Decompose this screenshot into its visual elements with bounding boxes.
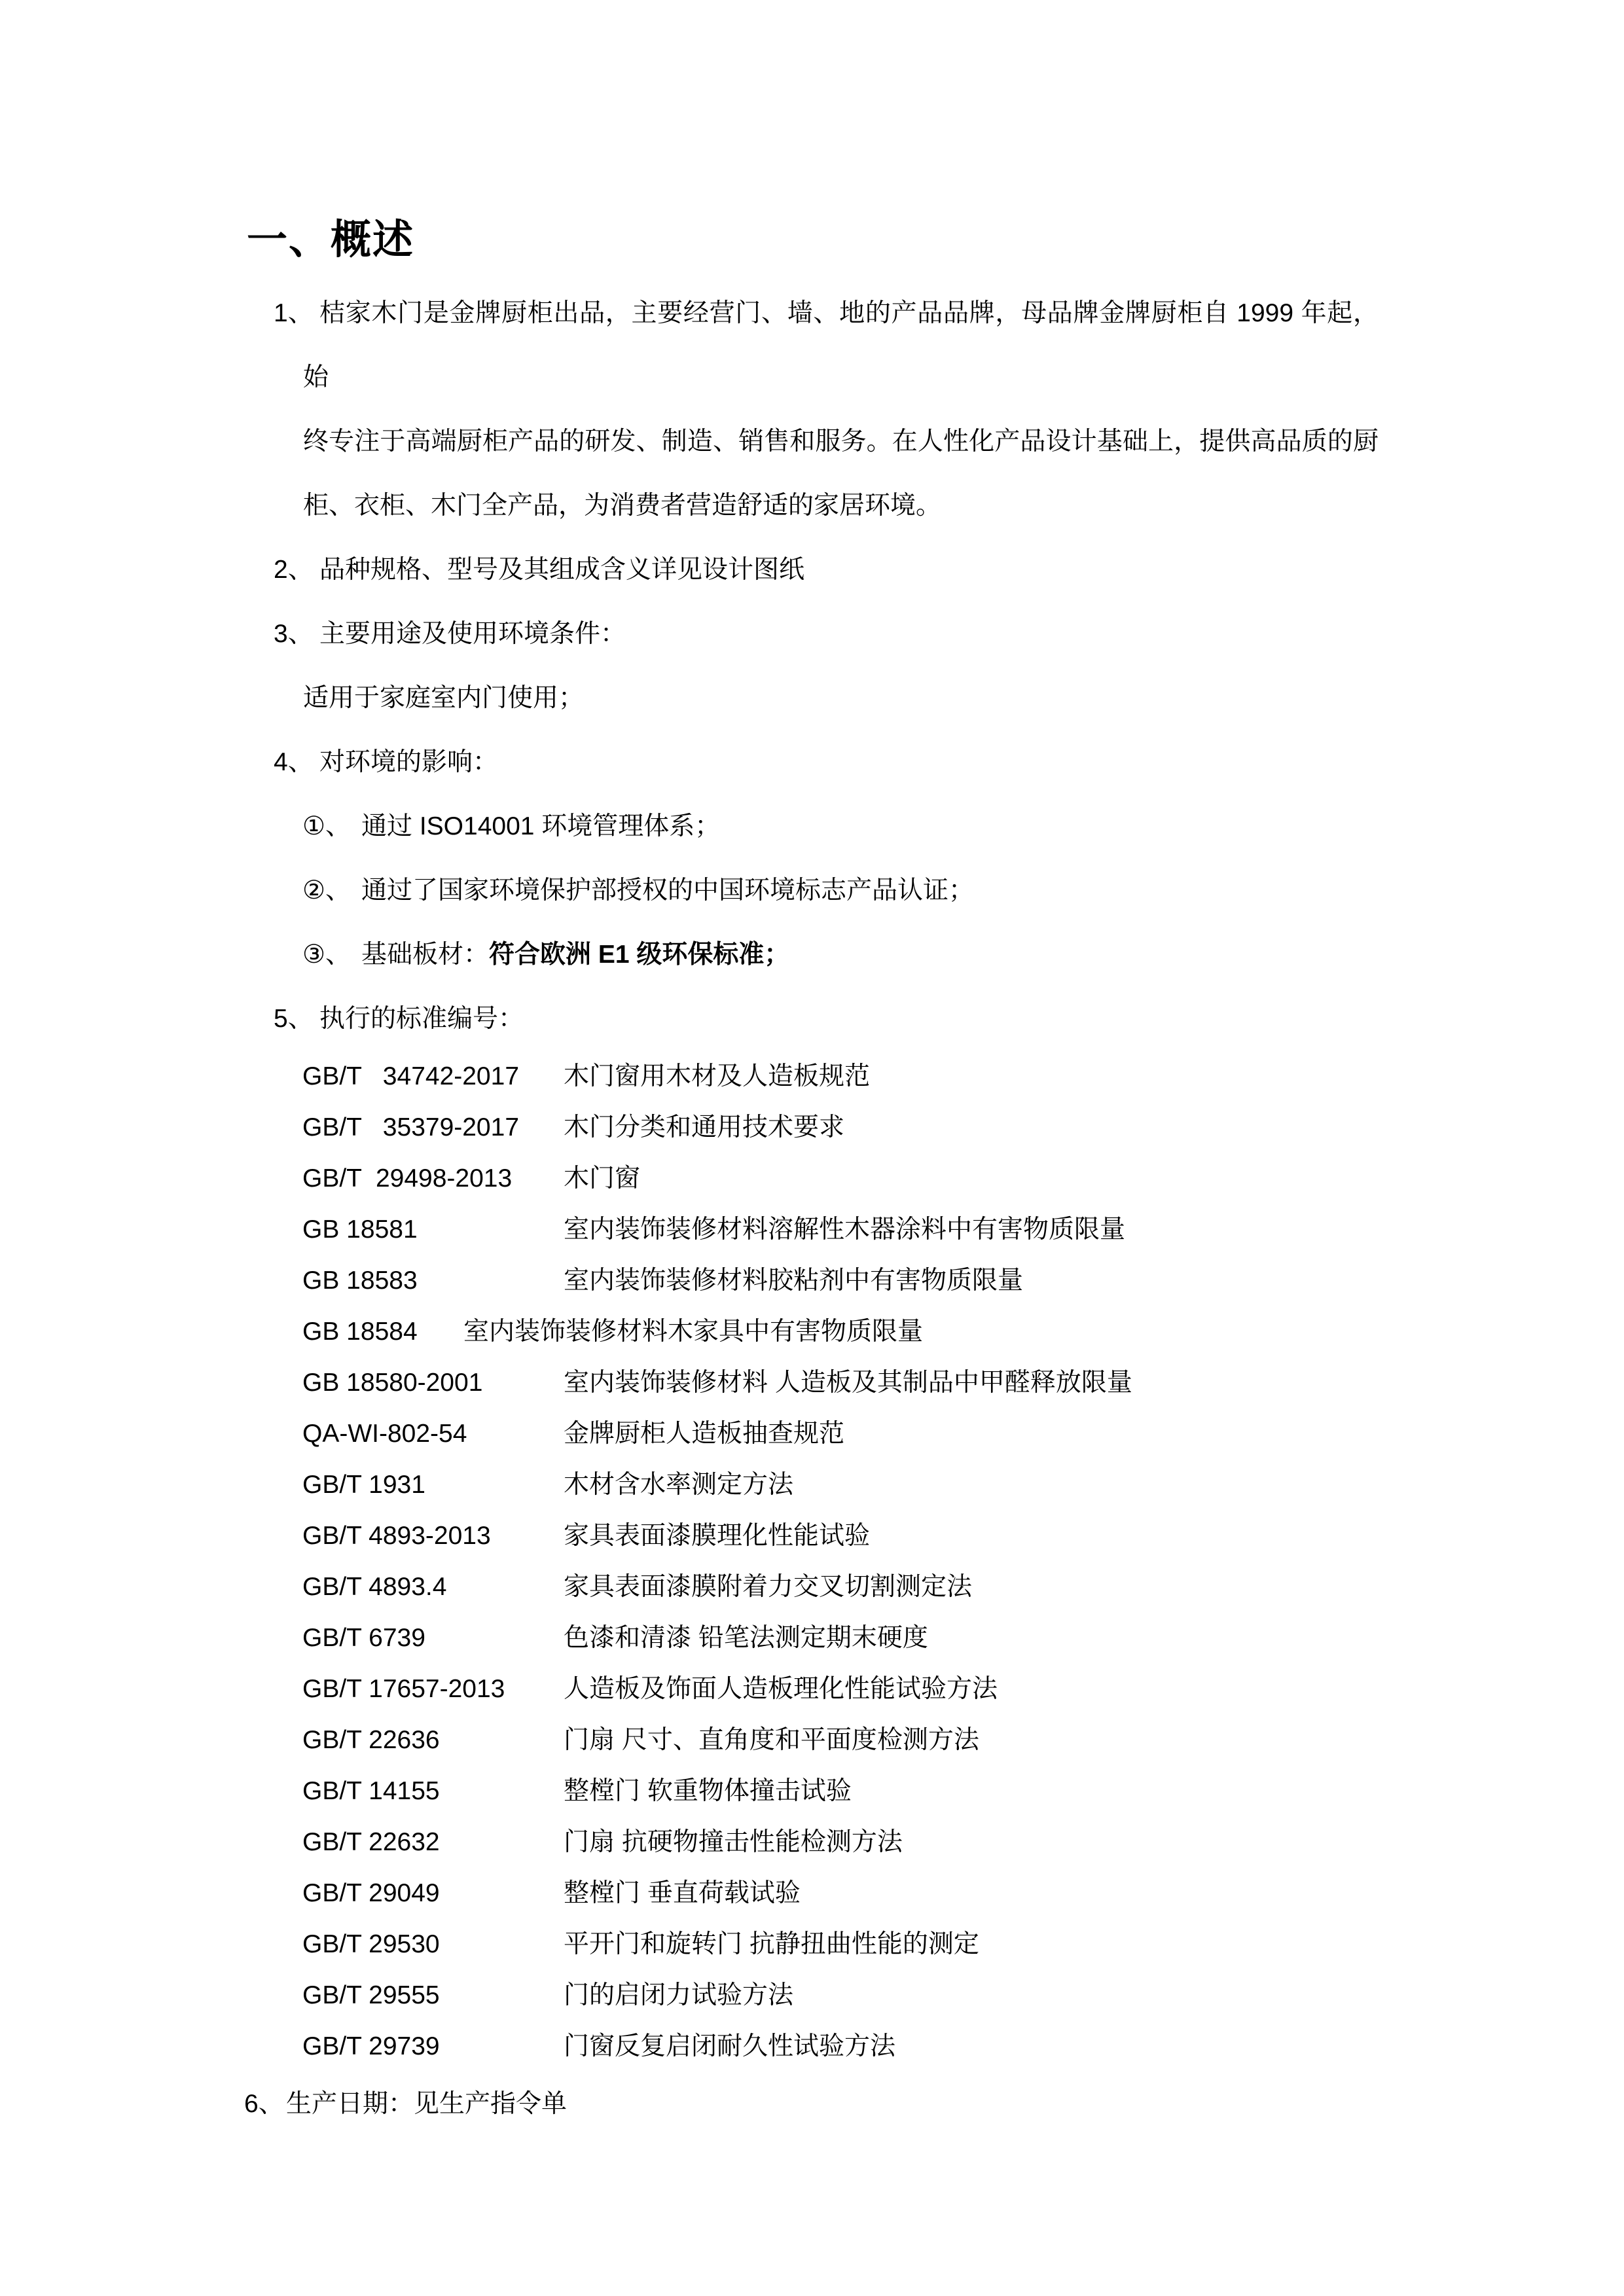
standard-code: GB/T 29555 xyxy=(302,1981,440,2009)
standard-row xyxy=(302,1255,1624,1306)
standard-code: GB/T 29498-2013 xyxy=(302,1164,513,1193)
standard-row xyxy=(302,1153,1624,1204)
standard-code: GB 18580-2001 xyxy=(302,1369,483,1397)
standard-row xyxy=(302,1511,1624,1562)
item-text-bold: 符合欧洲 E1 级环保标准； xyxy=(489,941,790,969)
standard-row xyxy=(302,2021,1624,2072)
standard-code: GB/T 29049 xyxy=(302,1879,440,1907)
standard-title: 门窗反复启闭耐久性试验方法 xyxy=(564,2032,896,2060)
standard-title: 色漆和清漆 铅笔法测定期末硬度 xyxy=(564,1624,928,1652)
env-point-3 xyxy=(302,923,1624,987)
standard-code: GB/T 1931 xyxy=(302,1471,425,1499)
item-number: 6、 xyxy=(244,2090,284,2118)
standard-title: 室内装饰装修材料胶粘剂中有害物质限量 xyxy=(564,1266,1024,1295)
standard-title: 家具表面漆膜理化性能试验 xyxy=(564,1522,871,1550)
standard-code: GB/T 4893.4 xyxy=(302,1573,447,1601)
standard-row xyxy=(302,1460,1624,1511)
list-item-6 xyxy=(244,2072,1624,2136)
standard-row xyxy=(302,1562,1624,1613)
env-point-2 xyxy=(302,859,1624,923)
standard-title: 木门分类和通用技术要求 xyxy=(564,1113,845,1141)
standard-row xyxy=(302,1357,1624,1408)
list-item-5 xyxy=(274,987,1379,1051)
list-item-3 xyxy=(274,602,1379,666)
standard-title: 木材含水率测定方法 xyxy=(564,1471,794,1499)
list-item-2 xyxy=(274,538,1379,602)
standard-title: 整樘门 软重物体撞击试验 xyxy=(564,1777,852,1805)
standard-code: GB 18584 xyxy=(302,1318,418,1346)
standard-code: GB/T 34742-2017 xyxy=(302,1062,520,1090)
item-text-line: 对环境的影响： xyxy=(319,748,499,776)
standard-code: GB/T 14155 xyxy=(302,1777,440,1805)
standard-row xyxy=(302,1868,1624,1919)
standard-row xyxy=(302,1306,1624,1357)
item-text-line: 柜、衣柜、木门全产品，为消费者营造舒适的家居环境。 xyxy=(303,492,942,520)
standard-code: GB 18583 xyxy=(302,1266,418,1295)
item-number: 2、 xyxy=(274,556,314,584)
standard-code: GB 18581 xyxy=(302,1215,418,1244)
standard-title: 平开门和旋转门 抗静扭曲性能的测定 xyxy=(564,1930,979,1958)
item-number: 1、 xyxy=(274,299,314,327)
item-text-line: 主要用途及使用环境条件： xyxy=(319,620,626,648)
standard-title: 室内装饰装修材料溶解性木器涂料中有害物质限量 xyxy=(564,1215,1126,1244)
item-number: ③、 xyxy=(302,941,351,969)
standard-code: GB/T 6739 xyxy=(302,1624,425,1652)
standard-row xyxy=(302,1051,1624,1102)
standard-title: 人造板及饰面人造板理化性能试验方法 xyxy=(564,1675,998,1703)
standard-row xyxy=(302,1204,1624,1255)
standards-list xyxy=(302,1051,1624,2072)
standard-code: GB/T 35379-2017 xyxy=(302,1113,520,1141)
standard-row xyxy=(302,1408,1624,1460)
item-number: 4、 xyxy=(274,748,314,776)
standard-code: GB/T 22636 xyxy=(302,1726,440,1754)
item-text-line: 通过了国家环境保护部授权的中国环境标志产品认证； xyxy=(361,876,975,905)
standard-title: 木门窗 xyxy=(564,1164,641,1193)
env-point-1 xyxy=(302,795,1624,859)
standard-code: GB/T 29739 xyxy=(302,2032,440,2060)
standard-title: 金牌厨柜人造板抽查规范 xyxy=(564,1420,845,1448)
standard-title: 门扇 抗硬物撞击性能检测方法 xyxy=(564,1828,903,1856)
item-text-line: 桔家木门是金牌厨柜出品，主要经营门、墙、地的产品品牌，母品牌金牌厨柜自 1999 年起，始 xyxy=(303,299,1379,391)
item-text-line: 通过 ISO14001 环境管理体系； xyxy=(361,812,721,840)
item-number: ①、 xyxy=(302,812,351,840)
item-text-line: 品种规格、型号及其组成含义详见设计图纸 xyxy=(319,556,805,584)
page-title: 一、概述 xyxy=(247,217,415,262)
list-item-4 xyxy=(274,730,1379,795)
standard-code: GB/T 4893-2013 xyxy=(302,1522,491,1550)
standard-row xyxy=(302,1102,1624,1153)
standard-row xyxy=(302,1919,1624,1970)
standard-row xyxy=(302,1664,1624,1715)
standard-title: 门扇 尺寸、直角度和平面度检测方法 xyxy=(564,1726,979,1754)
item-text-line: 基础板材： xyxy=(361,941,490,969)
standard-row xyxy=(302,1817,1624,1868)
standard-row xyxy=(302,1715,1624,1766)
item-text-line: 生产日期：见生产指令单 xyxy=(286,2090,568,2118)
standard-title: 室内装饰装修材料 人造板及其制品中甲醛释放限量 xyxy=(564,1369,1132,1397)
standard-title: 门的启闭力试验方法 xyxy=(564,1981,794,2009)
item-text-line: 执行的标准编号： xyxy=(319,1005,524,1033)
standard-title: 家具表面漆膜附着力交叉切割测定法 xyxy=(564,1573,973,1601)
standard-title: 木门窗用木材及人造板规范 xyxy=(564,1062,871,1090)
standard-code: GB/T 17657-2013 xyxy=(302,1675,505,1703)
standard-row xyxy=(302,1613,1624,1664)
item-number: 5、 xyxy=(274,1005,314,1033)
item-number: ②、 xyxy=(302,876,351,905)
standard-row xyxy=(302,1970,1624,2021)
standard-title: 室内装饰装修材料木家具中有害物质限量 xyxy=(463,1318,924,1346)
standard-code: QA-WI-802-54 xyxy=(302,1420,467,1448)
standard-row xyxy=(302,1766,1624,1817)
standard-code: GB/T 22632 xyxy=(302,1828,440,1856)
item-3-detail: 适用于家庭室内门使用； xyxy=(303,684,585,712)
item-text-line: 终专注于高端厨柜产品的研发、制造、销售和服务。在人性化产品设计基础上，提供高品质的厨 xyxy=(303,427,1379,456)
item-number: 3、 xyxy=(274,620,314,648)
standard-title: 整樘门 垂直荷载试验 xyxy=(564,1879,801,1907)
list-item-1 xyxy=(274,281,1379,538)
standard-code: GB/T 29530 xyxy=(302,1930,440,1958)
